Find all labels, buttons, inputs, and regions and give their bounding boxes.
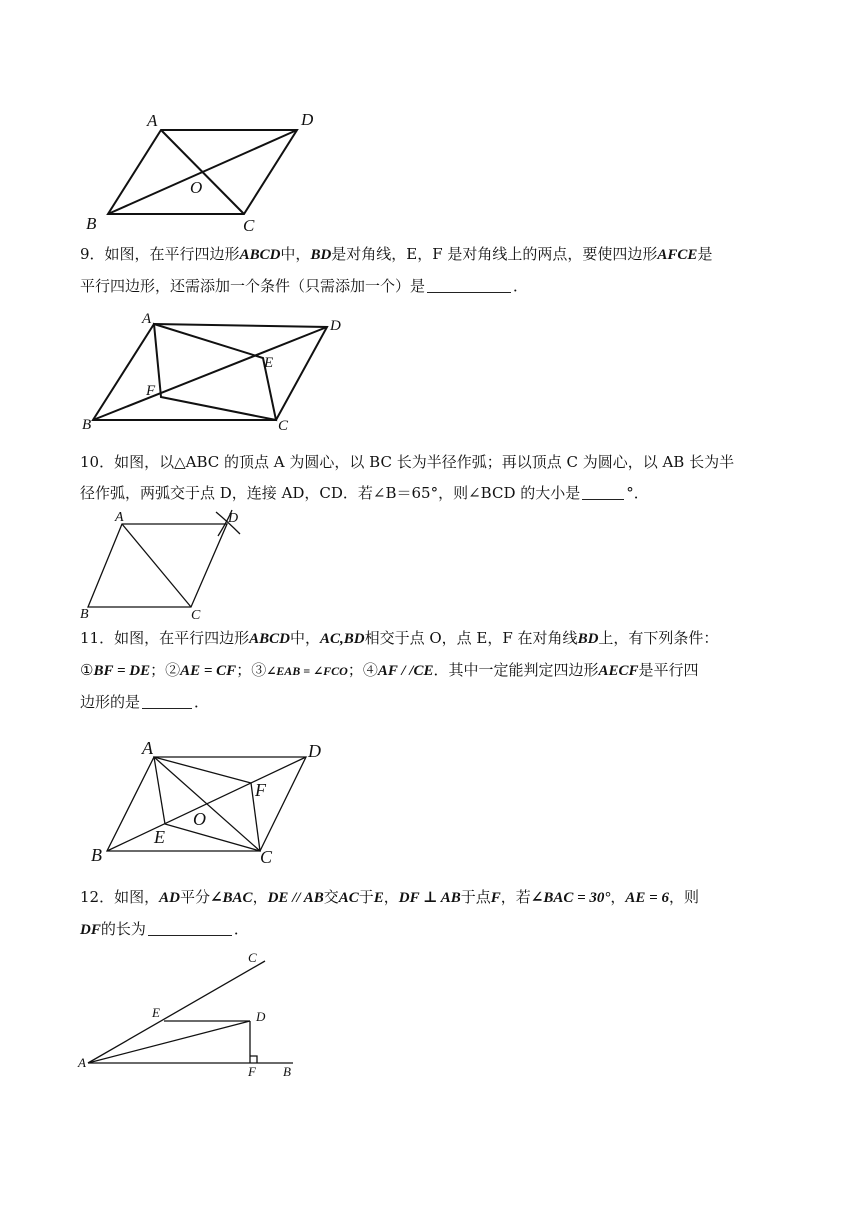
answer-blank[interactable] — [148, 920, 232, 936]
text: ② — [165, 661, 181, 679]
math: F — [490, 890, 501, 906]
text: ， — [610, 888, 626, 906]
question-12-line-2 — [80, 914, 780, 946]
math: BF = DE — [93, 663, 151, 679]
math: AE = CF — [180, 663, 237, 679]
text: ； — [150, 661, 166, 679]
text: ④ — [362, 661, 378, 679]
text: ． — [513, 277, 529, 295]
label-a: A — [142, 738, 153, 758]
question-11 — [80, 623, 780, 718]
math: BD — [577, 631, 599, 647]
question-10-line-2 — [80, 478, 780, 509]
label-c: C — [260, 847, 273, 867]
label-c: C — [191, 608, 201, 623]
label-f: F — [248, 1064, 256, 1079]
text: 相交于点 O，点 E，F 在对角线 — [364, 629, 578, 647]
text: 中， — [289, 629, 320, 647]
ray-ac — [88, 961, 265, 1063]
text: 平行四边形，还需添加一个条件（只需添加一个）是 — [80, 277, 426, 295]
question-number: 9． — [80, 245, 105, 263]
question-12-line-1 — [80, 882, 780, 914]
text: 是对角线，E，F 是对角线上的两点，要使四边形 — [331, 245, 658, 263]
question-number: 10． — [80, 453, 115, 471]
label-b: B — [86, 214, 97, 233]
text: 的长为 — [100, 920, 146, 938]
figure-question-11 — [80, 733, 340, 868]
question-9-line-1 — [80, 239, 780, 271]
math: E — [373, 890, 384, 906]
math: DF ⊥ AB — [398, 890, 461, 906]
question-9 — [80, 239, 780, 302]
label-b: B — [91, 845, 102, 865]
label-a: A — [147, 111, 158, 130]
diagonal-bd — [108, 130, 297, 214]
text: 径作弧，两弧交于点 D，连接 AD，CD．若∠B＝65°，则∠BCD 的大小是 — [80, 484, 581, 502]
answer-blank[interactable] — [582, 484, 624, 500]
answer-blank[interactable] — [142, 693, 192, 709]
text: ③ — [251, 661, 267, 679]
text: ； — [236, 661, 252, 679]
label-f: F — [255, 780, 266, 800]
question-number: 12． — [80, 888, 115, 906]
bisector-ad — [88, 1021, 250, 1063]
text: 如图， — [114, 888, 160, 906]
right-angle-mark — [250, 1056, 257, 1063]
label-d: D — [256, 1009, 266, 1024]
label-d: D — [228, 511, 239, 526]
label-a: A — [142, 311, 152, 327]
text: 如图，在平行四边形 — [104, 245, 240, 263]
text: 如图，在平行四边形 — [114, 629, 250, 647]
math: ∠EAB = ∠FCO — [266, 664, 348, 678]
math: ABCD — [249, 631, 290, 647]
label-b: B — [80, 607, 89, 622]
text: 于 — [358, 888, 374, 906]
text: ， — [383, 888, 399, 906]
label-d: D — [330, 318, 341, 334]
question-10 — [80, 447, 780, 509]
text: 是 — [697, 245, 713, 263]
text: 上，有下列条件： — [598, 629, 719, 647]
label-c: C — [248, 950, 257, 965]
label-c: C — [278, 418, 289, 434]
label-d: D — [301, 110, 314, 129]
math: AECF — [598, 663, 639, 679]
figure-parallelogram-abcd-top — [80, 105, 340, 235]
label-b: B — [283, 1064, 291, 1079]
question-number: 11． — [80, 629, 115, 647]
text: ， — [252, 888, 268, 906]
math: AD — [159, 890, 180, 906]
text: 于点 — [460, 888, 491, 906]
label-o: O — [193, 809, 206, 829]
parallelogram-outline — [88, 524, 227, 607]
text: ． — [194, 693, 210, 711]
text: 如图，以△ABC 的顶点 A 为圆心，以 BC 长为半径作弧；再以顶点 C 为圆心，以 AB 长为半 — [114, 453, 735, 471]
math: AF / /CE — [377, 663, 434, 679]
math: AFCE — [657, 247, 698, 263]
label-f: F — [146, 383, 156, 399]
question-11-line-2 — [80, 655, 780, 687]
text: 是平行四 — [638, 661, 699, 679]
text: ． — [233, 920, 249, 938]
math: AC — [338, 890, 359, 906]
math: AC,BD — [319, 631, 365, 647]
text: ，若 — [500, 888, 531, 906]
text: 平分 — [179, 888, 210, 906]
figure-question-10 — [80, 508, 260, 623]
question-9-line-2 — [80, 271, 780, 302]
label-a: A — [78, 1055, 86, 1070]
text: ； — [347, 661, 363, 679]
label-c: C — [243, 216, 255, 235]
label-e: E — [264, 355, 274, 371]
math: DE // AB — [267, 890, 324, 906]
math: AE = 6 — [625, 890, 669, 906]
figure-question-12 — [76, 950, 306, 1080]
text: 交 — [323, 888, 339, 906]
question-11-line-1 — [80, 623, 780, 655]
math: ∠BAC = 30° — [530, 890, 611, 906]
text: ．其中一定能判定四边形 — [433, 661, 599, 679]
text: ，则 — [668, 888, 699, 906]
text: 中， — [280, 245, 311, 263]
answer-blank[interactable] — [427, 277, 511, 293]
math: ∠BAC — [209, 890, 253, 906]
label-a: A — [115, 510, 124, 525]
math: DF — [80, 922, 101, 938]
math: BD — [310, 247, 332, 263]
label-e: E — [152, 1005, 160, 1020]
figure-question-9 — [80, 312, 350, 437]
question-12 — [80, 882, 780, 946]
text: °． — [626, 484, 649, 502]
label-e: E — [154, 827, 165, 847]
text: 边形的是 — [80, 693, 141, 711]
label-o: O — [190, 178, 203, 197]
question-11-line-3 — [80, 687, 780, 718]
label-d: D — [308, 741, 321, 761]
question-10-line-1 — [80, 447, 780, 478]
segment-ac — [122, 524, 191, 607]
text: ① — [80, 661, 94, 679]
math: ABCD — [239, 247, 281, 263]
label-b: B — [82, 417, 92, 433]
